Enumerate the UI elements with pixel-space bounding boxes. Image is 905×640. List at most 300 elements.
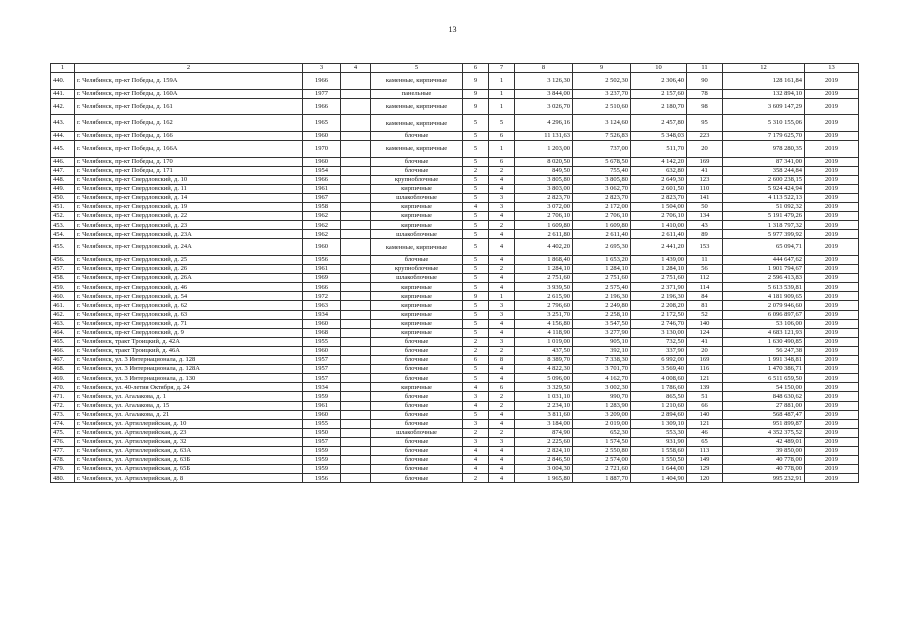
table-row [51, 98, 859, 115]
cell-living-area: 4 162,70 [573, 374, 631, 383]
cell-col-4 [341, 98, 371, 115]
cell-total-area: 3 251,70 [515, 310, 573, 319]
cell-cost: 1 991 348,81 [723, 356, 805, 365]
cell-wall-material: блочные [371, 356, 463, 365]
cell-col-4 [341, 465, 371, 474]
cell-floors: 5 [463, 131, 489, 140]
cell-address: г. Челябинск, пр-кт Свердловский, д. 25 [75, 256, 303, 265]
cell-total-area: 3 072,00 [515, 203, 573, 212]
cell-cost: 132 894,10 [723, 89, 805, 98]
cell-address: г. Челябинск, пр-кт Победы, д. 161 [75, 98, 303, 115]
cell-col-4 [341, 328, 371, 337]
cell-row-number: 467. [51, 356, 75, 365]
cell-residential-area: 3 130,00 [631, 328, 687, 337]
cell-year-built: 1955 [303, 337, 341, 346]
cell-living-area: 2 695,30 [573, 239, 631, 256]
cell-wall-material: блочные [371, 157, 463, 166]
cell-year-built: 1977 [303, 89, 341, 98]
cell-total-area: 2 706,10 [515, 212, 573, 221]
cell-residential-area: 2 611,40 [631, 230, 687, 239]
cell-cost: 1 630 490,85 [723, 337, 805, 346]
cell-cost: 5 191 479,26 [723, 212, 805, 221]
cell-address: г. Челябинск, пр-кт Свердловский, д. 11 [75, 184, 303, 193]
cell-total-area: 4 118,90 [515, 328, 573, 337]
cell-plan-year: 2019 [805, 419, 859, 428]
cell-year-built: 1956 [303, 256, 341, 265]
cell-entrances: 5 [489, 115, 515, 132]
cell-address: г. Челябинск, ул. Агалакова, д. 21 [75, 410, 303, 419]
cell-row-number: 472. [51, 401, 75, 410]
table-row [51, 166, 859, 175]
cell-entrances: 8 [489, 356, 515, 365]
cell-address: г. Челябинск, ул. Артиллерийская, д. 65Б [75, 465, 303, 474]
cell-row-number: 475. [51, 428, 75, 437]
cell-col-4 [341, 456, 371, 465]
cell-residents: 149 [687, 456, 723, 465]
cell-residents: 112 [687, 274, 723, 283]
cell-living-area: 2 706,10 [573, 212, 631, 221]
cell-residential-area: 2 172,50 [631, 310, 687, 319]
table-row [51, 283, 859, 292]
cell-year-built: 1972 [303, 292, 341, 301]
cell-cost: 568 487,47 [723, 410, 805, 419]
cell-residents: 129 [687, 465, 723, 474]
cell-residents: 50 [687, 203, 723, 212]
cell-residential-area: 1 504,00 [631, 203, 687, 212]
cell-cost: 5 924 424,94 [723, 184, 805, 193]
cell-plan-year: 2019 [805, 73, 859, 90]
cell-year-built: 1962 [303, 212, 341, 221]
table-row [51, 115, 859, 132]
cell-residential-area: 2 157,60 [631, 89, 687, 98]
cell-year-built: 1961 [303, 265, 341, 274]
cell-entrances: 3 [489, 337, 515, 346]
cell-plan-year: 2019 [805, 346, 859, 355]
cell-total-area: 2 234,10 [515, 401, 573, 410]
cell-living-area: 3 237,70 [573, 89, 631, 98]
cell-total-area: 2 611,80 [515, 230, 573, 239]
cell-wall-material: кирпичные [371, 203, 463, 212]
cell-floors: 3 [463, 392, 489, 401]
cell-living-area: 2 019,00 [573, 419, 631, 428]
cell-cost: 6 096 897,67 [723, 310, 805, 319]
cell-living-area: 3 547,50 [573, 319, 631, 328]
cell-floors: 3 [463, 437, 489, 446]
cell-plan-year: 2019 [805, 166, 859, 175]
table-row [51, 157, 859, 166]
cell-address: г. Челябинск, тракт Троицкий, д. 46А [75, 346, 303, 355]
cell-total-area: 8 020,50 [515, 157, 573, 166]
cell-entrances: 4 [489, 365, 515, 374]
cell-plan-year: 2019 [805, 193, 859, 202]
cell-residential-area: 865,50 [631, 392, 687, 401]
cell-row-number: 470. [51, 383, 75, 392]
cell-col-4 [341, 383, 371, 392]
cell-residential-area: 6 992,00 [631, 356, 687, 365]
cell-row-number: 459. [51, 283, 75, 292]
cell-address: г. Челябинск, ул. 3 Интернационала, д. 128А [75, 365, 303, 374]
cell-total-area: 4 156,80 [515, 319, 573, 328]
cell-address: г. Челябинск, ул. Артиллерийская, д. 10 [75, 419, 303, 428]
cell-plan-year: 2019 [805, 301, 859, 310]
cell-year-built: 1966 [303, 98, 341, 115]
cell-wall-material: каменные, кирпичные [371, 239, 463, 256]
cell-address: г. Челябинск, ул. 3 Интернационала, д. 128 [75, 356, 303, 365]
cell-total-area: 3 184,00 [515, 419, 573, 428]
cell-total-area: 1 019,00 [515, 337, 573, 346]
table-row [51, 401, 859, 410]
cell-total-area: 3 844,00 [515, 89, 573, 98]
cell-plan-year: 2019 [805, 283, 859, 292]
cell-residential-area: 2 180,70 [631, 98, 687, 115]
header-cell-total-area: 8 [515, 64, 573, 73]
cell-wall-material: каменные, кирпичные [371, 140, 463, 157]
cell-plan-year: 2019 [805, 175, 859, 184]
cell-residents: 43 [687, 221, 723, 230]
cell-living-area: 2 574,00 [573, 456, 631, 465]
cell-wall-material: кирпичные [371, 328, 463, 337]
cell-living-area: 1 283,90 [573, 401, 631, 410]
cell-year-built: 1957 [303, 437, 341, 446]
header-cell-plan-year: 13 [805, 64, 859, 73]
cell-residential-area: 4 008,60 [631, 374, 687, 383]
cell-row-number: 474. [51, 419, 75, 428]
cell-total-area: 2 846,50 [515, 456, 573, 465]
cell-plan-year: 2019 [805, 446, 859, 455]
cell-col-4 [341, 140, 371, 157]
cell-residential-area: 1 284,10 [631, 265, 687, 274]
cell-wall-material: панельные [371, 89, 463, 98]
cell-address: г. Челябинск, пр-кт Победы, д. 170 [75, 157, 303, 166]
cell-year-built: 1967 [303, 193, 341, 202]
header-cell-residential-area: 10 [631, 64, 687, 73]
cell-residential-area: 2 751,60 [631, 274, 687, 283]
cell-entrances: 4 [489, 184, 515, 193]
cell-residents: 98 [687, 98, 723, 115]
cell-living-area: 7 338,30 [573, 356, 631, 365]
cell-living-area: 1 887,70 [573, 474, 631, 483]
table-row [51, 230, 859, 239]
cell-total-area: 2 615,90 [515, 292, 573, 301]
cell-residential-area: 1 309,10 [631, 419, 687, 428]
cell-living-area: 2 751,60 [573, 274, 631, 283]
cell-row-number: 456. [51, 256, 75, 265]
cell-residents: 65 [687, 437, 723, 446]
cell-floors: 2 [463, 337, 489, 346]
cell-cost: 1 470 386,71 [723, 365, 805, 374]
table-row [51, 392, 859, 401]
cell-col-4 [341, 410, 371, 419]
cell-residents: 113 [687, 446, 723, 455]
cell-living-area: 2 172,00 [573, 203, 631, 212]
cell-total-area: 8 389,70 [515, 356, 573, 365]
table-row [51, 193, 859, 202]
cell-plan-year: 2019 [805, 239, 859, 256]
cell-residents: 114 [687, 283, 723, 292]
cell-residential-area: 1 644,00 [631, 465, 687, 474]
cell-plan-year: 2019 [805, 203, 859, 212]
cell-entrances: 6 [489, 131, 515, 140]
cell-cost: 2 079 946,60 [723, 301, 805, 310]
cell-entrances: 4 [489, 465, 515, 474]
cell-residents: 110 [687, 184, 723, 193]
cell-row-number: 447. [51, 166, 75, 175]
cell-plan-year: 2019 [805, 474, 859, 483]
table-row [51, 474, 859, 483]
cell-plan-year: 2019 [805, 140, 859, 157]
cell-living-area: 2 502,30 [573, 73, 631, 90]
cell-address: г. Челябинск, ул. Агалакова, д. 15 [75, 401, 303, 410]
cell-address: г. Челябинск, пр-кт Свердловский, д. 26 [75, 265, 303, 274]
cell-total-area: 437,50 [515, 346, 573, 355]
cell-entrances: 2 [489, 346, 515, 355]
cell-entrances: 4 [489, 283, 515, 292]
cell-entrances: 1 [489, 89, 515, 98]
cell-plan-year: 2019 [805, 310, 859, 319]
cell-wall-material: крупноблочные [371, 265, 463, 274]
table-row [51, 89, 859, 98]
cell-floors: 4 [463, 401, 489, 410]
cell-total-area: 3 026,70 [515, 98, 573, 115]
cell-living-area: 1 653,20 [573, 256, 631, 265]
cell-row-number: 464. [51, 328, 75, 337]
cell-entrances: 3 [489, 203, 515, 212]
cell-cost: 848 630,62 [723, 392, 805, 401]
header-cell-col-4: 4 [341, 64, 371, 73]
cell-living-area: 1 574,50 [573, 437, 631, 446]
cell-plan-year: 2019 [805, 292, 859, 301]
cell-living-area: 5 678,50 [573, 157, 631, 166]
cell-col-4 [341, 230, 371, 239]
cell-wall-material: блочные [371, 410, 463, 419]
cell-cost: 7 179 625,70 [723, 131, 805, 140]
cell-col-4 [341, 446, 371, 455]
header-cell-living-area: 9 [573, 64, 631, 73]
cell-living-area: 2 721,60 [573, 465, 631, 474]
cell-row-number: 469. [51, 374, 75, 383]
cell-address: г. Челябинск, пр-кт Свердловский, д. 14 [75, 193, 303, 202]
cell-living-area: 1 284,10 [573, 265, 631, 274]
table-row [51, 274, 859, 283]
cell-wall-material: крупноблочные [371, 175, 463, 184]
cell-address: г. Челябинск, пр-кт Свердловский, д. 9 [75, 328, 303, 337]
cell-residential-area: 3 569,40 [631, 365, 687, 374]
cell-cost: 53 106,00 [723, 319, 805, 328]
cell-wall-material: блочные [371, 365, 463, 374]
table-row [51, 419, 859, 428]
cell-total-area: 3 004,30 [515, 465, 573, 474]
cell-row-number: 461. [51, 301, 75, 310]
cell-col-4 [341, 157, 371, 166]
cell-plan-year: 2019 [805, 131, 859, 140]
cell-living-area: 2 249,80 [573, 301, 631, 310]
cell-cost: 358 244,84 [723, 166, 805, 175]
cell-col-4 [341, 356, 371, 365]
cell-living-area: 3 701,70 [573, 365, 631, 374]
cell-residential-area: 1 550,50 [631, 456, 687, 465]
cell-residents: 52 [687, 310, 723, 319]
cell-cost: 4 181 909,65 [723, 292, 805, 301]
cell-col-4 [341, 301, 371, 310]
cell-residential-area: 632,80 [631, 166, 687, 175]
cell-total-area: 1 965,80 [515, 474, 573, 483]
cell-cost: 4 352 375,52 [723, 428, 805, 437]
cell-entrances: 1 [489, 140, 515, 157]
cell-wall-material: кирпичные [371, 221, 463, 230]
cell-residential-area: 4 142,20 [631, 157, 687, 166]
cell-row-number: 443. [51, 115, 75, 132]
cell-residents: 11 [687, 256, 723, 265]
cell-address: г. Челябинск, ул. Артиллерийская, д. 63А [75, 446, 303, 455]
cell-row-number: 458. [51, 274, 75, 283]
table-row [51, 383, 859, 392]
cell-floors: 2 [463, 166, 489, 175]
cell-floors: 9 [463, 98, 489, 115]
table-row [51, 310, 859, 319]
table-row [51, 346, 859, 355]
cell-cost: 951 899,87 [723, 419, 805, 428]
cell-entrances: 3 [489, 437, 515, 446]
cell-wall-material: блочные [371, 419, 463, 428]
cell-plan-year: 2019 [805, 365, 859, 374]
cell-cost: 3 609 147,29 [723, 98, 805, 115]
table-row [51, 328, 859, 337]
cell-plan-year: 2019 [805, 98, 859, 115]
cell-wall-material: блочные [371, 256, 463, 265]
cell-plan-year: 2019 [805, 184, 859, 193]
cell-floors: 2 [463, 428, 489, 437]
cell-wall-material: шлакоблочные [371, 230, 463, 239]
cell-year-built: 1960 [303, 157, 341, 166]
cell-cost: 39 850,00 [723, 446, 805, 455]
cell-address: г. Челябинск, пр-кт Свердловский, д. 10 [75, 175, 303, 184]
cell-row-number: 479. [51, 465, 75, 474]
cell-col-4 [341, 274, 371, 283]
cell-total-area: 3 329,50 [515, 383, 573, 392]
cell-year-built: 1966 [303, 175, 341, 184]
cell-wall-material: каменные, кирпичные [371, 98, 463, 115]
cell-year-built: 1934 [303, 310, 341, 319]
cell-floors: 6 [463, 356, 489, 365]
cell-col-4 [341, 184, 371, 193]
cell-entrances: 1 [489, 73, 515, 90]
cell-address: г. Челябинск, пр-кт Свердловский, д. 46 [75, 283, 303, 292]
cell-wall-material: кирпичные [371, 212, 463, 221]
cell-entrances: 2 [489, 392, 515, 401]
cell-wall-material: блочные [371, 401, 463, 410]
cell-plan-year: 2019 [805, 221, 859, 230]
cell-residential-area: 732,50 [631, 337, 687, 346]
cell-col-4 [341, 401, 371, 410]
table-row [51, 365, 859, 374]
cell-residents: 141 [687, 193, 723, 202]
cell-year-built: 1960 [303, 410, 341, 419]
cell-residential-area: 1 786,60 [631, 383, 687, 392]
cell-cost: 87 341,00 [723, 157, 805, 166]
cell-row-number: 444. [51, 131, 75, 140]
table-row [51, 221, 859, 230]
cell-row-number: 451. [51, 203, 75, 212]
cell-address: г. Челябинск, пр-кт Свердловский, д. 62 [75, 301, 303, 310]
table-row [51, 292, 859, 301]
cell-address: г. Челябинск, пр-кт Победы, д. 166 [75, 131, 303, 140]
cell-year-built: 1963 [303, 301, 341, 310]
cell-row-number: 448. [51, 175, 75, 184]
cell-year-built: 1961 [303, 401, 341, 410]
cell-row-number: 477. [51, 446, 75, 455]
cell-plan-year: 2019 [805, 456, 859, 465]
cell-residents: 139 [687, 383, 723, 392]
cell-residents: 81 [687, 301, 723, 310]
cell-row-number: 480. [51, 474, 75, 483]
cell-residents: 51 [687, 392, 723, 401]
table-row [51, 465, 859, 474]
cell-row-number: 457. [51, 265, 75, 274]
cell-floors: 5 [463, 115, 489, 132]
cell-col-4 [341, 428, 371, 437]
cell-entrances: 4 [489, 474, 515, 483]
cell-year-built: 1960 [303, 239, 341, 256]
table-header [51, 64, 859, 73]
cell-floors: 4 [463, 203, 489, 212]
cell-living-area: 3 124,60 [573, 115, 631, 132]
cell-wall-material: блочные [371, 392, 463, 401]
cell-address: г. Челябинск, ул. 3 Интернационала, д. 130 [75, 374, 303, 383]
cell-total-area: 2 796,60 [515, 301, 573, 310]
cell-row-number: 466. [51, 346, 75, 355]
cell-col-4 [341, 175, 371, 184]
table-row [51, 203, 859, 212]
cell-total-area: 4 402,20 [515, 239, 573, 256]
cell-floors: 5 [463, 410, 489, 419]
cell-address: г. Челябинск, пр-кт Свердловский, д. 71 [75, 319, 303, 328]
cell-row-number: 465. [51, 337, 75, 346]
cell-col-4 [341, 365, 371, 374]
cell-address: г. Челябинск, ул. Агалакова, д. 1 [75, 392, 303, 401]
cell-residents: 84 [687, 292, 723, 301]
cell-cost: 995 232,91 [723, 474, 805, 483]
cell-entrances: 4 [489, 456, 515, 465]
cell-address: г. Челябинск, пр-кт Свердловский, д. 63 [75, 310, 303, 319]
cell-total-area: 1 868,40 [515, 256, 573, 265]
cell-entrances: 2 [489, 428, 515, 437]
cell-cost: 4 113 522,13 [723, 193, 805, 202]
cell-col-4 [341, 474, 371, 483]
table-row [51, 337, 859, 346]
cell-entrances: 4 [489, 410, 515, 419]
cell-cost: 444 647,62 [723, 256, 805, 265]
cell-year-built: 1957 [303, 374, 341, 383]
cell-row-number: 460. [51, 292, 75, 301]
cell-plan-year: 2019 [805, 230, 859, 239]
cell-plan-year: 2019 [805, 428, 859, 437]
cell-entrances: 6 [489, 383, 515, 392]
cell-col-4 [341, 89, 371, 98]
cell-residential-area: 2 823,70 [631, 193, 687, 202]
cell-wall-material: шлакоблочные [371, 193, 463, 202]
cell-residents: 140 [687, 410, 723, 419]
cell-plan-year: 2019 [805, 401, 859, 410]
cell-year-built: 1959 [303, 465, 341, 474]
cell-row-number: 453. [51, 221, 75, 230]
cell-address: г. Челябинск, ул. 40-летия Октября, д. 24 [75, 383, 303, 392]
cell-living-area: 3 805,80 [573, 175, 631, 184]
cell-floors: 9 [463, 73, 489, 90]
cell-residents: 20 [687, 346, 723, 355]
cell-plan-year: 2019 [805, 265, 859, 274]
table-row [51, 446, 859, 455]
table-row [51, 239, 859, 256]
